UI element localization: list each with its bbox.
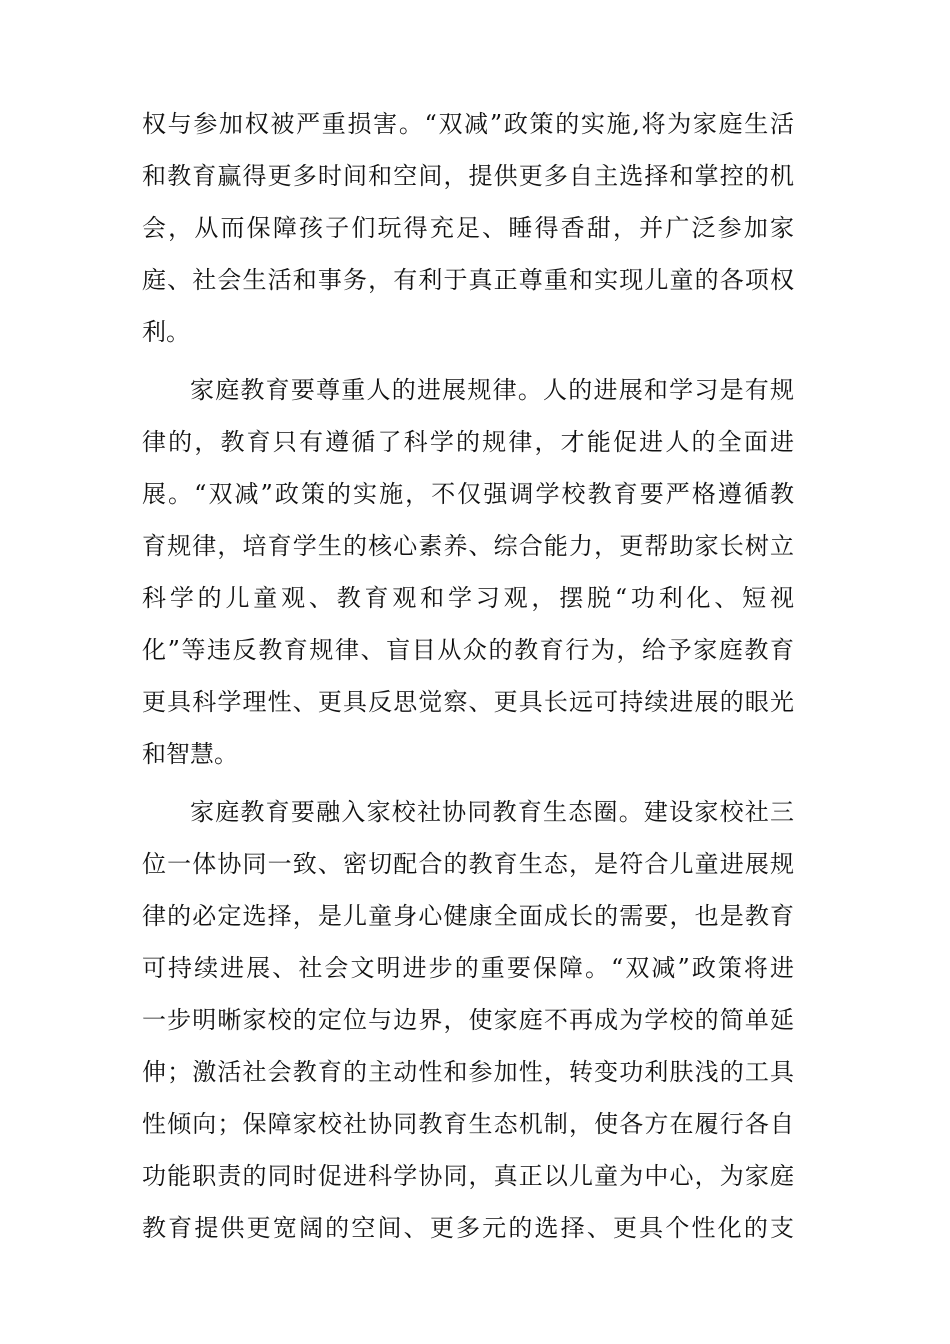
- paragraph-line: 律的，教育只有遵循了科学的规律，才能促进人的全面进: [142, 428, 794, 456]
- paragraph-line: 化”等违反教育规律、盲目从众的教育行为，给予家庭教育: [142, 636, 794, 664]
- paragraph-line: 庭、社会生活和事务，有利于真正尊重和实现儿童的各项权: [142, 266, 794, 294]
- paragraph-line: 和智慧。: [142, 740, 238, 768]
- paragraph-line: 家庭教育要融入家校社协同教育生态圈。建设家校社三: [190, 798, 794, 826]
- paragraph-line: 展。“双减”政策的实施，不仅强调学校教育要严格遵循教: [142, 480, 794, 508]
- paragraph-line: 更具科学理性、更具反思觉察、更具长远可持续进展的眼光: [142, 688, 794, 716]
- paragraph-3: [142, 786, 794, 1254]
- paragraph-line: 律的必定选择，是儿童身心健康全面成长的需要，也是教育: [142, 902, 794, 930]
- paragraph-line: 利。: [142, 318, 190, 346]
- paragraph-line: 和教育赢得更多时间和空间，提供更多自主选择和掌控的机: [142, 162, 794, 190]
- paragraph-line: 权与参加权被严重损害。“双减”政策的实施,将为家庭生活: [142, 110, 794, 138]
- paragraph-line: 家庭教育要尊重人的进展规律。人的进展和学习是有规: [190, 376, 794, 404]
- paragraph-2: [142, 364, 794, 780]
- paragraph-line: 位一体协同一致、密切配合的教育生态，是符合儿童进展规: [142, 850, 794, 878]
- paragraph-line: 育规律，培育学生的核心素养、综合能力，更帮助家长树立: [142, 532, 794, 560]
- paragraph-line: 会，从而保障孩子们玩得充足、睡得香甜，并广泛参加家: [142, 214, 794, 242]
- paragraph-line: 可持续进展、社会文明进步的重要保障。“双减”政策将进: [142, 954, 794, 982]
- paragraph-line: 一步明晰家校的定位与边界，使家庭不再成为学校的简单延: [142, 1006, 794, 1034]
- paragraph-line: 性倾向；保障家校社协同教育生态机制，使各方在履行各自: [142, 1110, 794, 1138]
- paragraph-line: 教育提供更宽阔的空间、更多元的选择、更具个性化的支: [142, 1214, 794, 1242]
- paragraph-line: 功能职责的同时促进科学协同，真正以儿童为中心，为家庭: [142, 1162, 794, 1190]
- paragraph-line: 伸；激活社会教育的主动性和参加性，转变功利肤浅的工具: [142, 1058, 794, 1086]
- paragraph-line: 科学的儿童观、教育观和学习观，摆脱“功利化、短视: [142, 584, 794, 612]
- paragraph-1: [142, 98, 794, 358]
